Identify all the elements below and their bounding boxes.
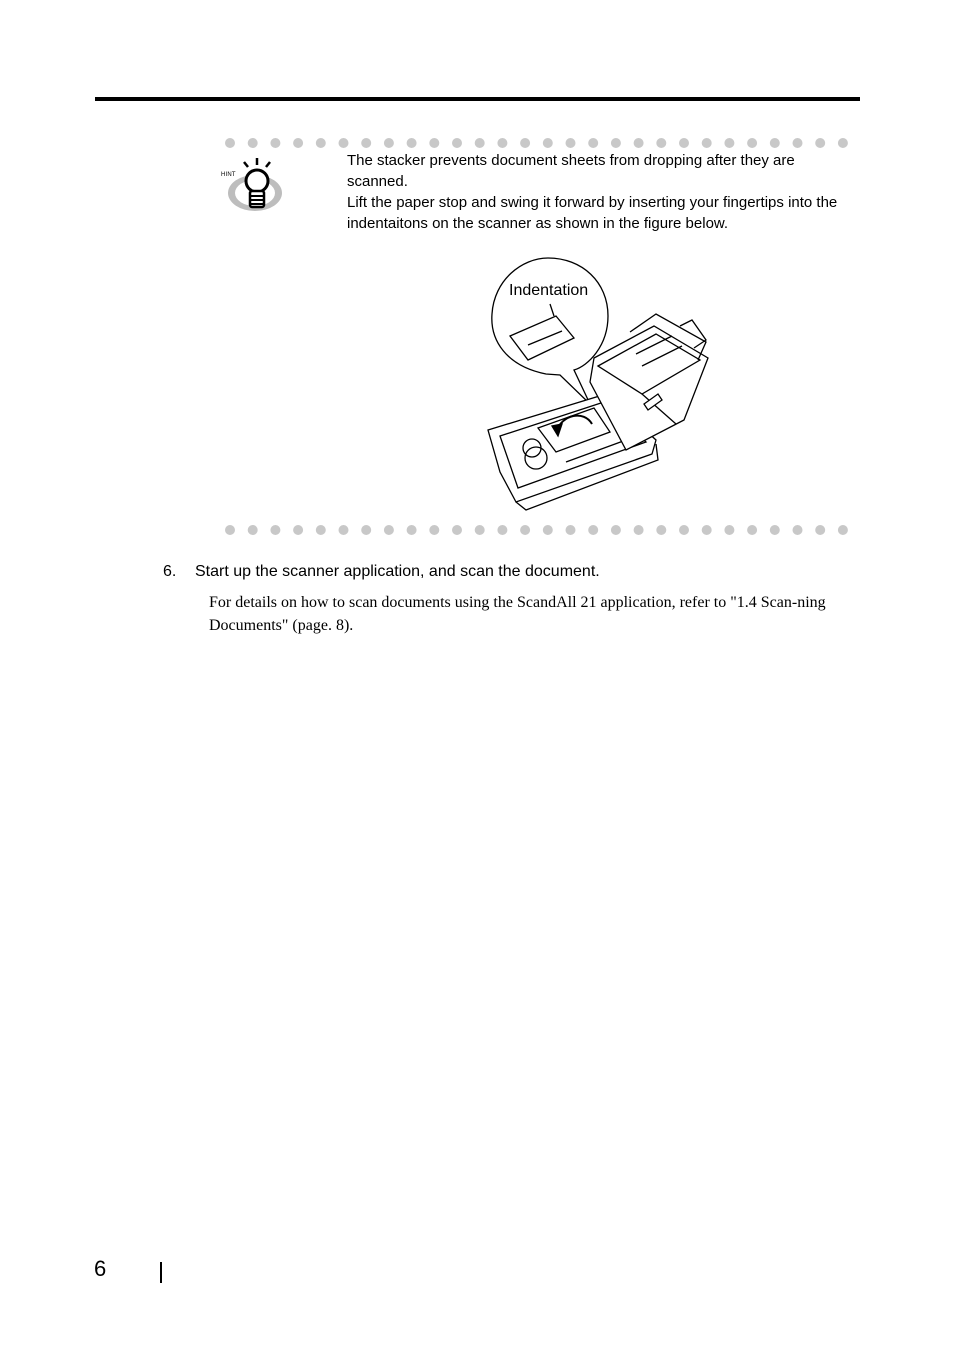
divider-dot <box>248 525 258 535</box>
divider-dot <box>475 525 485 535</box>
divider-dot <box>770 525 780 535</box>
indentation-label: Indentation <box>509 282 589 299</box>
divider-dot <box>452 525 462 535</box>
hint-label: HINT <box>221 172 236 178</box>
divider-dot <box>407 525 417 535</box>
header-rule <box>95 97 860 101</box>
divider-dot <box>361 138 371 148</box>
divider-dot <box>838 138 848 148</box>
hint-paragraph-1: The stacker prevents document sheets from dropping after they are scanned. <box>347 152 795 190</box>
divider-dot <box>520 525 530 535</box>
divider-dot <box>838 525 848 535</box>
divider-dot <box>656 525 666 535</box>
divider-dot <box>225 138 235 148</box>
hint-top-divider <box>225 137 855 149</box>
divider-dot <box>497 525 507 535</box>
page-number: 6 <box>94 1256 107 1281</box>
divider-dot <box>702 525 712 535</box>
divider-dot <box>452 138 462 148</box>
divider-dot <box>747 525 757 535</box>
divider-dot <box>588 525 598 535</box>
divider-dot <box>679 138 689 148</box>
lightbulb-icon <box>220 156 286 216</box>
divider-dot <box>724 138 734 148</box>
divider-dot <box>566 525 576 535</box>
hint-bottom-divider <box>225 524 855 536</box>
divider-dot <box>520 138 530 148</box>
divider-dot <box>429 138 439 148</box>
divider-dot <box>815 525 825 535</box>
divider-dot <box>543 138 553 148</box>
step-detail: For details on how to scan documents using the ScandAll 21 application, refer to "1.4 Scan-ning Documents" (page. 8). <box>209 594 826 634</box>
divider-dot <box>543 525 553 535</box>
divider-dot <box>634 138 644 148</box>
divider-dot <box>475 138 485 148</box>
divider-dot <box>429 525 439 535</box>
divider-dot <box>611 525 621 535</box>
hint-text <box>347 150 847 234</box>
divider-dot <box>566 138 576 148</box>
page-number-bar <box>160 1262 162 1283</box>
divider-dot <box>270 525 280 535</box>
divider-dot <box>747 138 757 148</box>
divider-dot <box>656 138 666 148</box>
divider-dot <box>339 525 349 535</box>
divider-dot <box>497 138 507 148</box>
divider-dot <box>679 525 689 535</box>
divider-dot <box>384 525 394 535</box>
dot-row-bottom <box>225 524 855 536</box>
divider-dot <box>588 138 598 148</box>
step-text: Start up the scanner application, and scan the document. <box>195 563 600 580</box>
dot-row-top <box>225 137 855 149</box>
divider-dot <box>293 138 303 148</box>
divider-dot <box>225 525 235 535</box>
divider-dot <box>316 525 326 535</box>
divider-dot <box>724 525 734 535</box>
divider-dot <box>339 138 349 148</box>
divider-dot <box>248 138 258 148</box>
step-number: 6. <box>163 563 177 580</box>
divider-dot <box>702 138 712 148</box>
divider-dot <box>793 138 803 148</box>
divider-dot <box>293 525 303 535</box>
divider-dot <box>384 138 394 148</box>
divider-dot <box>270 138 280 148</box>
divider-dot <box>611 138 621 148</box>
hint-paragraph-2: Lift the paper stop and swing it forward by inserting your fingertips into the indentaitons on the scanner as shown in the figure below. <box>347 194 838 232</box>
divider-dot <box>793 525 803 535</box>
divider-dot <box>815 138 825 148</box>
divider-dot <box>316 138 326 148</box>
divider-dot <box>407 138 417 148</box>
divider-dot <box>770 138 780 148</box>
divider-dot <box>634 525 644 535</box>
divider-dot <box>361 525 371 535</box>
